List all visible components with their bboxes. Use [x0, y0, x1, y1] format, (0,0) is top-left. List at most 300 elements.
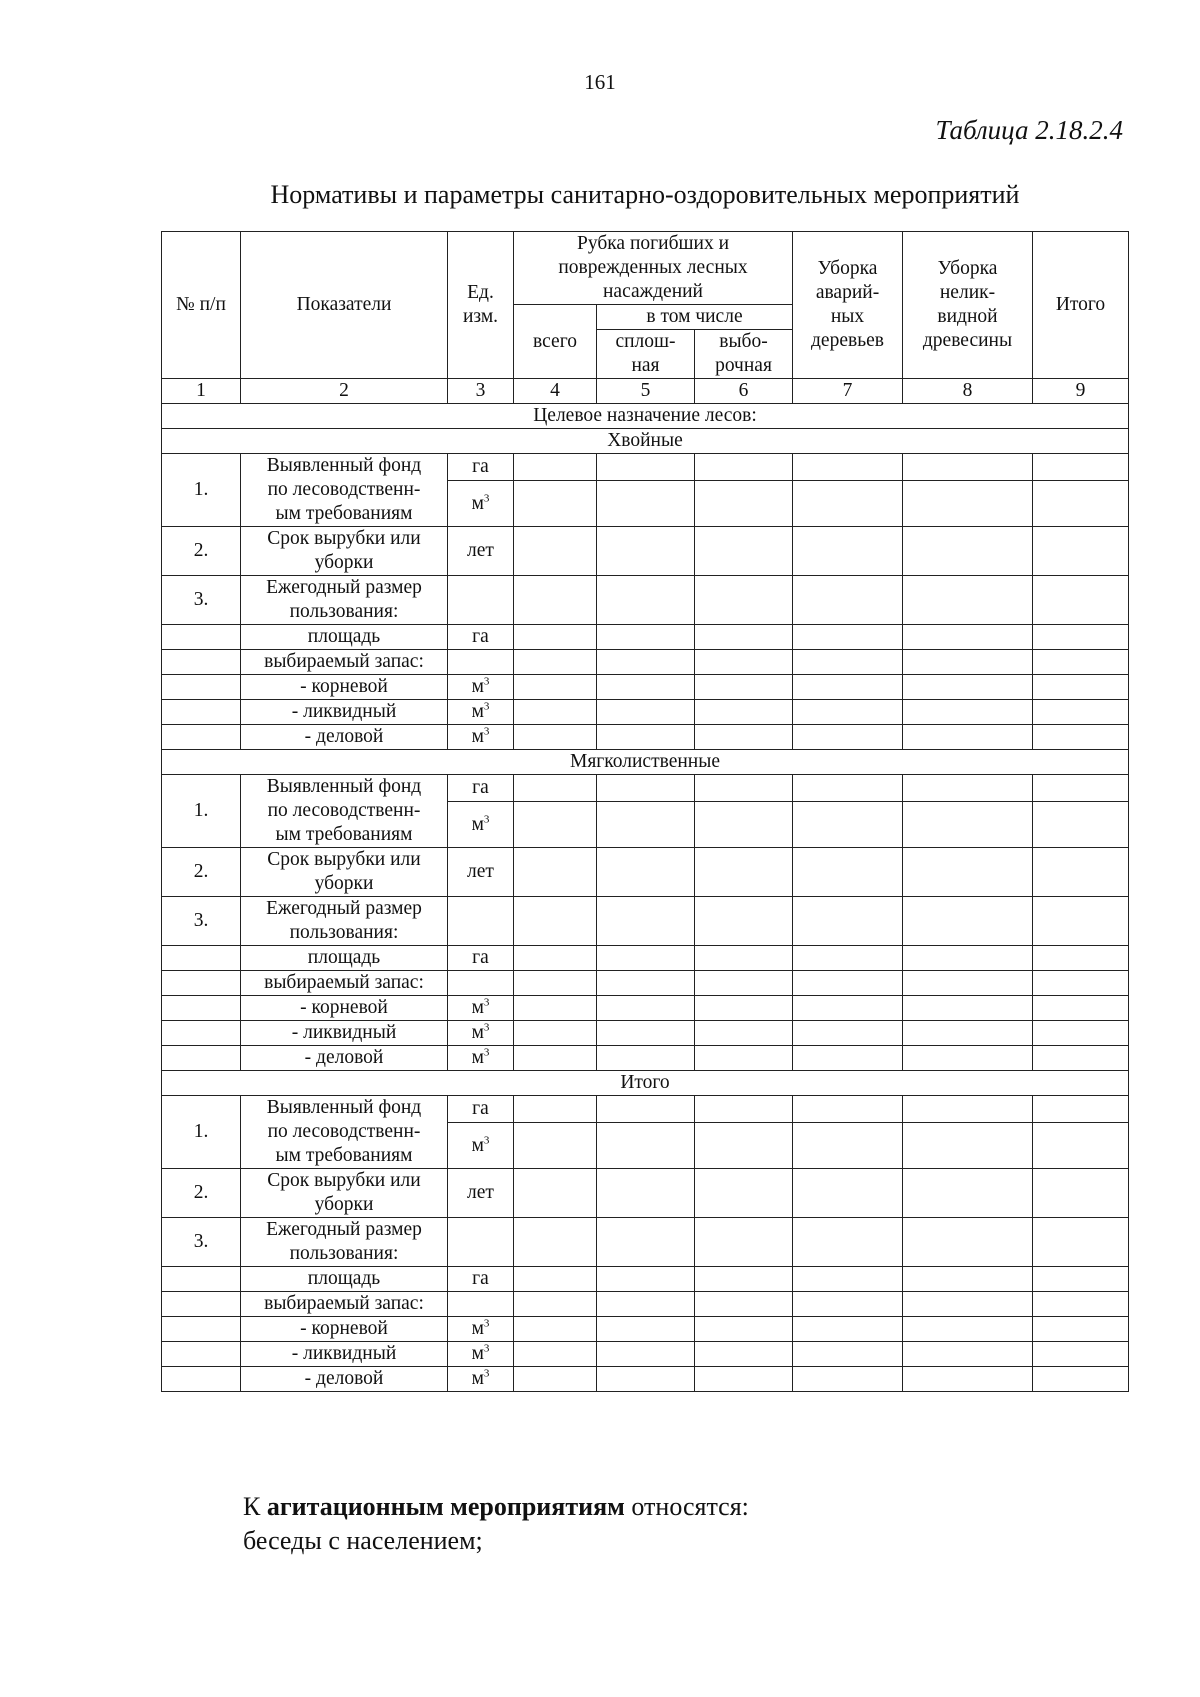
- value-cell: [903, 1342, 1033, 1367]
- value-cell: [903, 775, 1033, 802]
- value-cell: [903, 802, 1033, 848]
- value-cell: [1033, 700, 1129, 725]
- value-cell: [514, 775, 597, 802]
- unit-text: га: [472, 777, 489, 798]
- value-cell: [514, 625, 597, 650]
- table-row: [162, 625, 1129, 650]
- indicator: [241, 1367, 448, 1392]
- unit: [448, 1169, 514, 1218]
- indicator: [241, 1292, 448, 1317]
- indicator: [241, 650, 448, 675]
- value-cell: [695, 1317, 793, 1342]
- unit: [448, 1292, 514, 1317]
- value-cell: [793, 971, 903, 996]
- unit: [448, 625, 514, 650]
- unit-text: м: [471, 997, 484, 1018]
- indicator: [241, 971, 448, 996]
- value-cell: [597, 971, 695, 996]
- header-felling: Рубка погибших и поврежденных лесных насаждений: [514, 232, 793, 305]
- value-cell: [1033, 1292, 1129, 1317]
- row-number: [162, 700, 241, 725]
- table-row: [162, 1267, 1129, 1292]
- value-cell: [793, 897, 903, 946]
- header-emergency: Уборка аварий- ных деревьев: [793, 232, 903, 379]
- table-row: [162, 996, 1129, 1021]
- value-cell: [1033, 1096, 1129, 1123]
- value-cell: [695, 1021, 793, 1046]
- value-cell: [597, 481, 695, 527]
- header-including: в том числе: [597, 305, 793, 330]
- row-number-text: 2.: [193, 540, 209, 561]
- value-cell: [903, 481, 1033, 527]
- row-number: [162, 775, 241, 848]
- row-number: [162, 1218, 241, 1267]
- value-cell: [903, 1267, 1033, 1292]
- value-cell: [1033, 775, 1129, 802]
- row-number: [162, 996, 241, 1021]
- value-cell: [597, 848, 695, 897]
- row-number: [162, 848, 241, 897]
- indicator-line: - деловой: [304, 1047, 384, 1068]
- unit: [448, 897, 514, 946]
- value-cell: [1033, 454, 1129, 481]
- value-cell: [514, 725, 597, 750]
- value-cell: [903, 675, 1033, 700]
- indicator-line: выбираемый запас:: [264, 972, 424, 993]
- value-cell: [695, 802, 793, 848]
- row-number-text: 2.: [193, 1182, 209, 1203]
- value-cell: [793, 1342, 903, 1367]
- indicator-line: - корневой: [300, 676, 388, 697]
- value-cell: [793, 1021, 903, 1046]
- indicator-line: Выявленный фонд: [266, 455, 422, 476]
- column-number: 4: [514, 379, 597, 404]
- table-row: [162, 675, 1129, 700]
- unit: $м^3$: [448, 1021, 514, 1046]
- unit-text: м: [471, 813, 484, 835]
- value-cell: [903, 1367, 1033, 1392]
- value-cell: [597, 725, 695, 750]
- indicator: [241, 675, 448, 700]
- unit: [448, 946, 514, 971]
- row-number: [162, 527, 241, 576]
- value-cell: [903, 1021, 1033, 1046]
- table-row: [162, 1218, 1129, 1267]
- indicator: [241, 996, 448, 1021]
- value-cell: [514, 650, 597, 675]
- value-cell: [793, 1367, 903, 1392]
- value-cell: [695, 946, 793, 971]
- value-cell: [903, 1123, 1033, 1169]
- value-cell: [903, 971, 1033, 996]
- value-cell: [695, 481, 793, 527]
- value-cell: [903, 848, 1033, 897]
- unit: $м^3$: [448, 1342, 514, 1367]
- table-row: [162, 1169, 1129, 1218]
- value-cell: [597, 775, 695, 802]
- value-cell: [695, 1218, 793, 1267]
- indicator: [241, 848, 448, 897]
- indicator-line: по лесоводственн-: [267, 800, 421, 821]
- value-cell: [903, 650, 1033, 675]
- header-illiquid: Уборка нелик- видной древесины: [903, 232, 1033, 379]
- table-row: [162, 1046, 1129, 1071]
- section-name: Итого: [162, 1071, 1129, 1096]
- value-cell: [695, 1342, 793, 1367]
- value-cell: [903, 527, 1033, 576]
- value-cell: [1033, 527, 1129, 576]
- value-cell: [1033, 1218, 1129, 1267]
- row-number: [162, 971, 241, 996]
- unit: $м^3$: [448, 481, 514, 527]
- value-cell: [793, 802, 903, 848]
- unit: $м^3$: [448, 1046, 514, 1071]
- row-number: [162, 1096, 241, 1169]
- value-cell: [793, 675, 903, 700]
- indicator-line: - ликвидный: [291, 1022, 397, 1043]
- table-row: [162, 897, 1129, 946]
- value-cell: [903, 454, 1033, 481]
- unit-text: м: [471, 726, 484, 747]
- value-cell: [514, 848, 597, 897]
- value-cell: [793, 576, 903, 625]
- row-number: [162, 576, 241, 625]
- indicator: [241, 1218, 448, 1267]
- value-cell: [695, 971, 793, 996]
- unit: $м^3$: [448, 1367, 514, 1392]
- row-number: [162, 675, 241, 700]
- indicator-line: Ежегодный размер: [266, 577, 422, 598]
- value-cell: [597, 1342, 695, 1367]
- table-row: [162, 576, 1129, 625]
- value-cell: [793, 996, 903, 1021]
- indicator-line: уборки: [314, 552, 374, 573]
- value-cell: [903, 625, 1033, 650]
- row-number: [162, 1021, 241, 1046]
- unit-text: лет: [467, 861, 494, 882]
- value-cell: [514, 1292, 597, 1317]
- value-cell: [793, 1123, 903, 1169]
- row-number: [162, 1267, 241, 1292]
- unit-text: м: [471, 1134, 484, 1156]
- value-cell: [695, 1169, 793, 1218]
- value-cell: [1033, 1317, 1129, 1342]
- section-name: Мягколиственные: [162, 750, 1129, 775]
- header-num: № п/п: [162, 232, 241, 379]
- footer-bold: агитационным мероприятиям: [266, 1492, 625, 1521]
- value-cell: [597, 1123, 695, 1169]
- value-cell: [695, 650, 793, 675]
- value-cell: [514, 454, 597, 481]
- row-number: [162, 454, 241, 527]
- unit-text: м: [471, 1047, 484, 1068]
- value-cell: [1033, 1367, 1129, 1392]
- indicator-line: по лесоводственн-: [267, 479, 421, 500]
- unit-text: га: [472, 626, 489, 647]
- value-cell: [597, 802, 695, 848]
- value-cell: [695, 996, 793, 1021]
- unit-text: м: [471, 492, 484, 514]
- row-number-text: 2.: [193, 861, 209, 882]
- indicator-line: Ежегодный размер: [266, 1219, 422, 1240]
- value-cell: [695, 1267, 793, 1292]
- value-cell: [597, 897, 695, 946]
- indicator-line: площадь: [307, 626, 381, 647]
- unit-text: га: [472, 1098, 489, 1119]
- value-cell: [793, 481, 903, 527]
- value-cell: [695, 700, 793, 725]
- unit-text: лет: [467, 1182, 494, 1203]
- value-cell: [903, 725, 1033, 750]
- unit-text: лет: [467, 540, 494, 561]
- value-cell: [695, 1367, 793, 1392]
- row-number: [162, 650, 241, 675]
- value-cell: [514, 576, 597, 625]
- unit-text: м: [471, 701, 484, 722]
- value-cell: [903, 576, 1033, 625]
- indicator-line: - ликвидный: [291, 701, 397, 722]
- value-cell: [695, 576, 793, 625]
- indicator-line: Срок вырубки или: [267, 528, 421, 549]
- value-cell: [793, 946, 903, 971]
- value-cell: [793, 725, 903, 750]
- header-row: [162, 232, 1129, 305]
- row-number: [162, 725, 241, 750]
- value-cell: [514, 971, 597, 996]
- row-number-text: 3.: [193, 910, 209, 931]
- value-cell: [514, 1317, 597, 1342]
- table-row: [162, 1317, 1129, 1342]
- value-cell: [1033, 1046, 1129, 1071]
- indicator-line: пользования:: [289, 1243, 399, 1264]
- value-cell: [695, 848, 793, 897]
- value-cell: [1033, 725, 1129, 750]
- column-number-row: [162, 379, 1129, 404]
- row-number: [162, 897, 241, 946]
- unit-text: м: [471, 1022, 484, 1043]
- column-number: 9: [1033, 379, 1129, 404]
- value-cell: [1033, 675, 1129, 700]
- value-cell: [793, 1096, 903, 1123]
- value-cell: [1033, 1267, 1129, 1292]
- unit-text: га: [472, 456, 489, 477]
- unit-text: м: [471, 1368, 484, 1389]
- header-select: выбо- рочная: [695, 330, 793, 379]
- indicator-line: Срок вырубки или: [267, 849, 421, 870]
- value-cell: [597, 1317, 695, 1342]
- indicator: [241, 946, 448, 971]
- header-clear: сплош- ная: [597, 330, 695, 379]
- column-number: 2: [241, 379, 448, 404]
- value-cell: [793, 625, 903, 650]
- unit-text: м: [471, 1318, 484, 1339]
- value-cell: [514, 481, 597, 527]
- indicator: [241, 576, 448, 625]
- indicator-line: - деловой: [304, 726, 384, 747]
- indicator: [241, 1169, 448, 1218]
- header-sum: Итого: [1033, 232, 1129, 379]
- value-cell: [514, 1342, 597, 1367]
- table-number: Таблица 2.18.2.4: [935, 115, 1123, 145]
- value-cell: [793, 1046, 903, 1071]
- indicator-line: ым требованиям: [275, 503, 413, 524]
- table-row: [162, 527, 1129, 576]
- row-number: [162, 625, 241, 650]
- section-row: [162, 1071, 1129, 1096]
- row-number-text: 1.: [193, 800, 209, 821]
- value-cell: [903, 946, 1033, 971]
- value-cell: [695, 1123, 793, 1169]
- indicator: [241, 1267, 448, 1292]
- indicator-line: - деловой: [304, 1368, 384, 1389]
- value-cell: [793, 700, 903, 725]
- value-cell: [514, 1096, 597, 1123]
- value-cell: [903, 996, 1033, 1021]
- unit: $м^3$: [448, 725, 514, 750]
- table-row: [162, 1367, 1129, 1392]
- row-number: [162, 1317, 241, 1342]
- value-cell: [1033, 481, 1129, 527]
- value-cell: [597, 625, 695, 650]
- indicator-line: уборки: [314, 1194, 374, 1215]
- indicator: [241, 700, 448, 725]
- indicator: [241, 1342, 448, 1367]
- column-number: 8: [903, 379, 1033, 404]
- indicator: [241, 454, 448, 527]
- value-cell: [1033, 576, 1129, 625]
- indicator-line: ым требованиям: [275, 1145, 413, 1166]
- unit: [448, 1096, 514, 1123]
- column-number: 3: [448, 379, 514, 404]
- value-cell: [597, 700, 695, 725]
- value-cell: [695, 897, 793, 946]
- table-title: Нормативы и параметры санитарно-оздоровительных мероприятий: [270, 180, 1020, 209]
- indicator: [241, 1096, 448, 1169]
- row-number: [162, 1292, 241, 1317]
- table-row: [162, 971, 1129, 996]
- value-cell: [597, 650, 695, 675]
- column-number: 1: [162, 379, 241, 404]
- value-cell: [514, 1123, 597, 1169]
- value-cell: [793, 1169, 903, 1218]
- unit: [448, 971, 514, 996]
- indicator-line: Выявленный фонд: [266, 776, 422, 797]
- unit: $м^3$: [448, 700, 514, 725]
- value-cell: [597, 1267, 695, 1292]
- value-cell: [597, 1367, 695, 1392]
- row-number-text: 3.: [193, 589, 209, 610]
- value-cell: [903, 1292, 1033, 1317]
- indicator-line: Ежегодный размер: [266, 898, 422, 919]
- value-cell: [793, 1317, 903, 1342]
- row-number-text: 3.: [193, 1231, 209, 1252]
- indicator: [241, 527, 448, 576]
- value-cell: [1033, 1342, 1129, 1367]
- value-cell: [597, 454, 695, 481]
- table-row: [162, 454, 1129, 481]
- value-cell: [793, 454, 903, 481]
- value-cell: [695, 625, 793, 650]
- table-row: [162, 700, 1129, 725]
- value-cell: [514, 1021, 597, 1046]
- column-number: 5: [597, 379, 695, 404]
- value-cell: [903, 1169, 1033, 1218]
- value-cell: [597, 946, 695, 971]
- unit: $м^3$: [448, 1123, 514, 1169]
- value-cell: [597, 996, 695, 1021]
- footer-text: К агитационным мероприятиям относятся: беседы с населением;: [243, 1492, 749, 1555]
- value-cell: [903, 1046, 1033, 1071]
- value-cell: [793, 1218, 903, 1267]
- table-row: [162, 1292, 1129, 1317]
- indicator-line: по лесоводственн-: [267, 1121, 421, 1142]
- unit-text: м: [471, 676, 484, 697]
- value-cell: [793, 1292, 903, 1317]
- value-cell: [597, 1046, 695, 1071]
- value-cell: [1033, 802, 1129, 848]
- value-cell: [1033, 848, 1129, 897]
- normatives-table: [161, 231, 1129, 1392]
- value-cell: [514, 1169, 597, 1218]
- value-cell: [903, 1096, 1033, 1123]
- section-name: Хвойные: [162, 429, 1129, 454]
- value-cell: [514, 1218, 597, 1267]
- section-row: [162, 750, 1129, 775]
- value-cell: [597, 675, 695, 700]
- unit: $м^3$: [448, 802, 514, 848]
- value-cell: [793, 650, 903, 675]
- value-cell: [1033, 650, 1129, 675]
- indicator: [241, 1317, 448, 1342]
- value-cell: [597, 1218, 695, 1267]
- value-cell: [514, 700, 597, 725]
- value-cell: [1033, 996, 1129, 1021]
- table-row: [162, 1342, 1129, 1367]
- indicator-line: ым требованиям: [275, 824, 413, 845]
- value-cell: [695, 527, 793, 576]
- value-cell: [1033, 897, 1129, 946]
- indicator-line: - корневой: [300, 997, 388, 1018]
- value-cell: [597, 1096, 695, 1123]
- indicator-line: выбираемый запас:: [264, 1293, 424, 1314]
- value-cell: [597, 576, 695, 625]
- value-cell: [903, 1218, 1033, 1267]
- row-number-text: 1.: [193, 1121, 209, 1142]
- unit: [448, 1218, 514, 1267]
- purpose-label: Целевое назначение лесов:: [162, 404, 1129, 429]
- value-cell: [1033, 946, 1129, 971]
- table-row: [162, 775, 1129, 802]
- unit-text: га: [472, 947, 489, 968]
- value-cell: [695, 725, 793, 750]
- indicator-line: выбираемый запас:: [264, 651, 424, 672]
- value-cell: [695, 675, 793, 700]
- unit-text: га: [472, 1268, 489, 1289]
- value-cell: [514, 1046, 597, 1071]
- header-unit: Ед. изм.: [448, 232, 514, 379]
- row-number-text: 1.: [193, 479, 209, 500]
- column-number: 7: [793, 379, 903, 404]
- value-cell: [695, 775, 793, 802]
- value-cell: [793, 527, 903, 576]
- value-cell: [597, 1292, 695, 1317]
- unit: [448, 848, 514, 897]
- unit: [448, 527, 514, 576]
- unit: [448, 1267, 514, 1292]
- indicator-line: пользования:: [289, 601, 399, 622]
- value-cell: [1033, 1123, 1129, 1169]
- indicator: [241, 897, 448, 946]
